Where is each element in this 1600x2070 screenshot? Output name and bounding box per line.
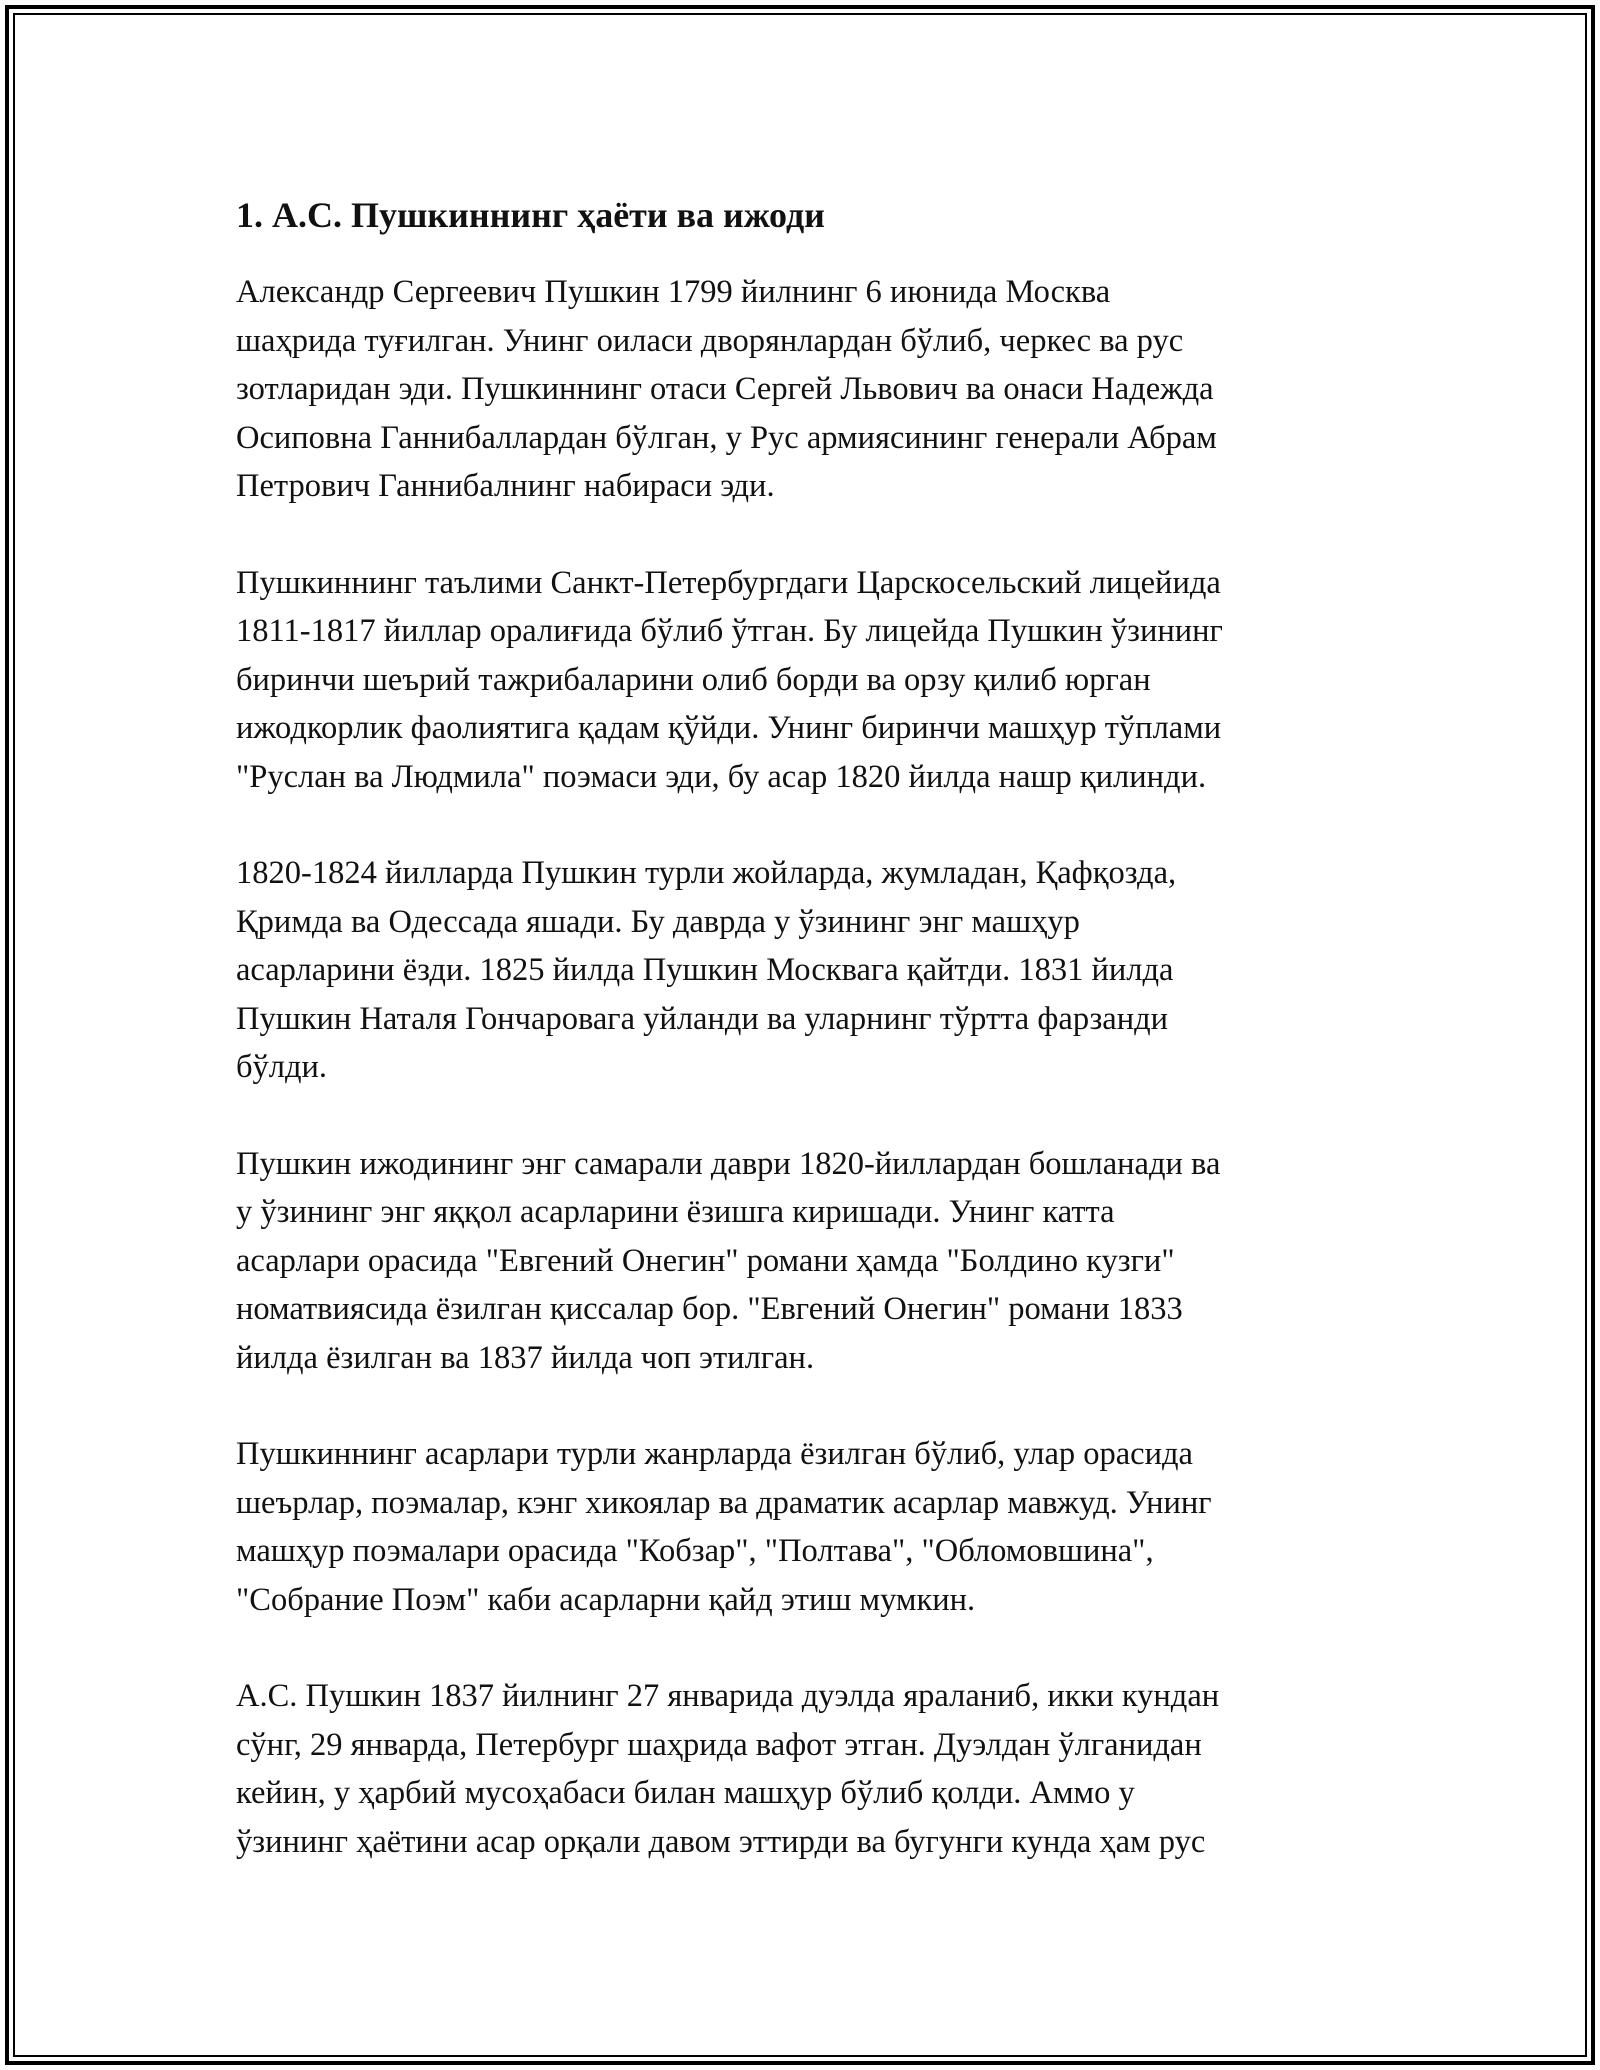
paragraph-line: биринчи шеърий тажрибаларини олиб борди ва орзу қилиб юрган	[236, 661, 1151, 698]
paragraph-line: 1820-1824 йилларда Пушкин турли жойларда, жумладан, Қафқозда,	[236, 855, 1177, 891]
paragraph-line: йилда ёзилган ва 1837 йилда чоп этилган.	[236, 1339, 815, 1376]
paragraph-line: зотларидан эди. Пушкиннинг отаси Сергей Львович ва онаси Надежда	[236, 371, 1214, 407]
paragraph-line: Пушкин Наталя Гончаровага уйланди ва уларнинг тўртта фарзанди	[236, 1000, 1169, 1037]
paragraph-line: у ўзининг энг яққол асарларини ёзишга киришади. Унинг катта	[236, 1194, 1115, 1230]
paragraph-list	[236, 268, 1396, 1866]
paragraph-line: бўлди.	[236, 1049, 328, 1085]
paragraph-line: "Руслан ва Людмила" поэмаси эди, бу асар 1820 йилда нашр қилинди.	[236, 758, 1207, 795]
paragraph-line: асарларини ёзди. 1825 йилда Пушкин Москвага қайтди. 1831 йилда	[236, 952, 1174, 988]
paragraph-line: "Собрание Поэм" каби асарларни қайд этиш мумкин.	[236, 1581, 976, 1618]
paragraph-line: Пушкин ижодининг энг самарали даври 1820-йиллардан бошланади ва	[236, 1145, 1221, 1182]
paragraph-line: кейин, у ҳарбий мусоҳабаси билан машҳур бўлиб қолди. Аммо у	[236, 1775, 1135, 1811]
document-title: 1. А.С. Пушкиннинг ҳаёти ва ижоди	[236, 195, 825, 235]
paragraph	[236, 559, 1396, 802]
paragraph-line: А.С. Пушкин 1837 йилнинг 27 январида дуэлда яраланиб, икки кундан	[236, 1678, 1220, 1714]
paragraph-line: шаҳрида туғилган. Унинг оиласи дворянлардан бўлиб, черкес ва рус	[236, 322, 1184, 359]
paragraph-line: номатвиясида ёзилган қиссалар бор. "Евгений Онегин" романи 1833	[236, 1291, 1183, 1327]
paragraph	[236, 849, 1396, 1092]
paragraph-line: асарлари орасида "Евгений Онегин" романи ҳамда "Болдино кузги"	[236, 1242, 1175, 1279]
paragraph	[236, 268, 1396, 511]
paragraph	[236, 1140, 1396, 1383]
paragraph-line: ўзининг ҳаётини асар орқали давом эттирди ва бугунги кунда ҳам рус	[236, 1823, 1206, 1860]
paragraph-line: Осиповна Ганнибаллардан бўлган, у Рус армиясининг генерали Абрам	[236, 419, 1217, 456]
paragraph-line: шеърлар, поэмалар, кэнг хикоялар ва драматик асарлар мавжуд. Унинг	[236, 1484, 1212, 1521]
paragraph-line: Қримда ва Одессада яшади. Бу даврда у ўзининг энг машҳур	[236, 903, 1080, 940]
paragraph-line: Петрович Ганнибалнинг набираси эди.	[236, 468, 775, 504]
paragraph-line: машҳур поэмалари орасида "Кобзар", "Полтава", "Обломовшина",	[236, 1533, 1154, 1569]
paragraph-line: 1811-1817 йиллар оралиғида бўлиб ўтган. Бу лицейда Пушкин ўзининг	[236, 613, 1223, 649]
paragraph-line: Александр Сергеевич Пушкин 1799 йилнинг 6 июнида Москва	[236, 274, 1111, 310]
paragraph-line: сўнг, 29 январда, Петербург шаҳрида вафот этган. Дуэлдан ўлганидан	[236, 1726, 1202, 1763]
document-body	[236, 190, 1396, 1914]
paragraph-line: Пушкиннинг асарлари турли жанрларда ёзилган бўлиб, улар орасида	[236, 1436, 1193, 1472]
paragraph-line: Пушкиннинг таълими Санкт-Петербургдаги Царскосельский лицейида	[236, 564, 1221, 601]
paragraph	[236, 1672, 1396, 1866]
paragraph-line: ижодкорлик фаолиятига қадам қўйди. Унинг биринчи машҳур тўплами	[236, 710, 1222, 746]
paragraph	[236, 1430, 1396, 1624]
